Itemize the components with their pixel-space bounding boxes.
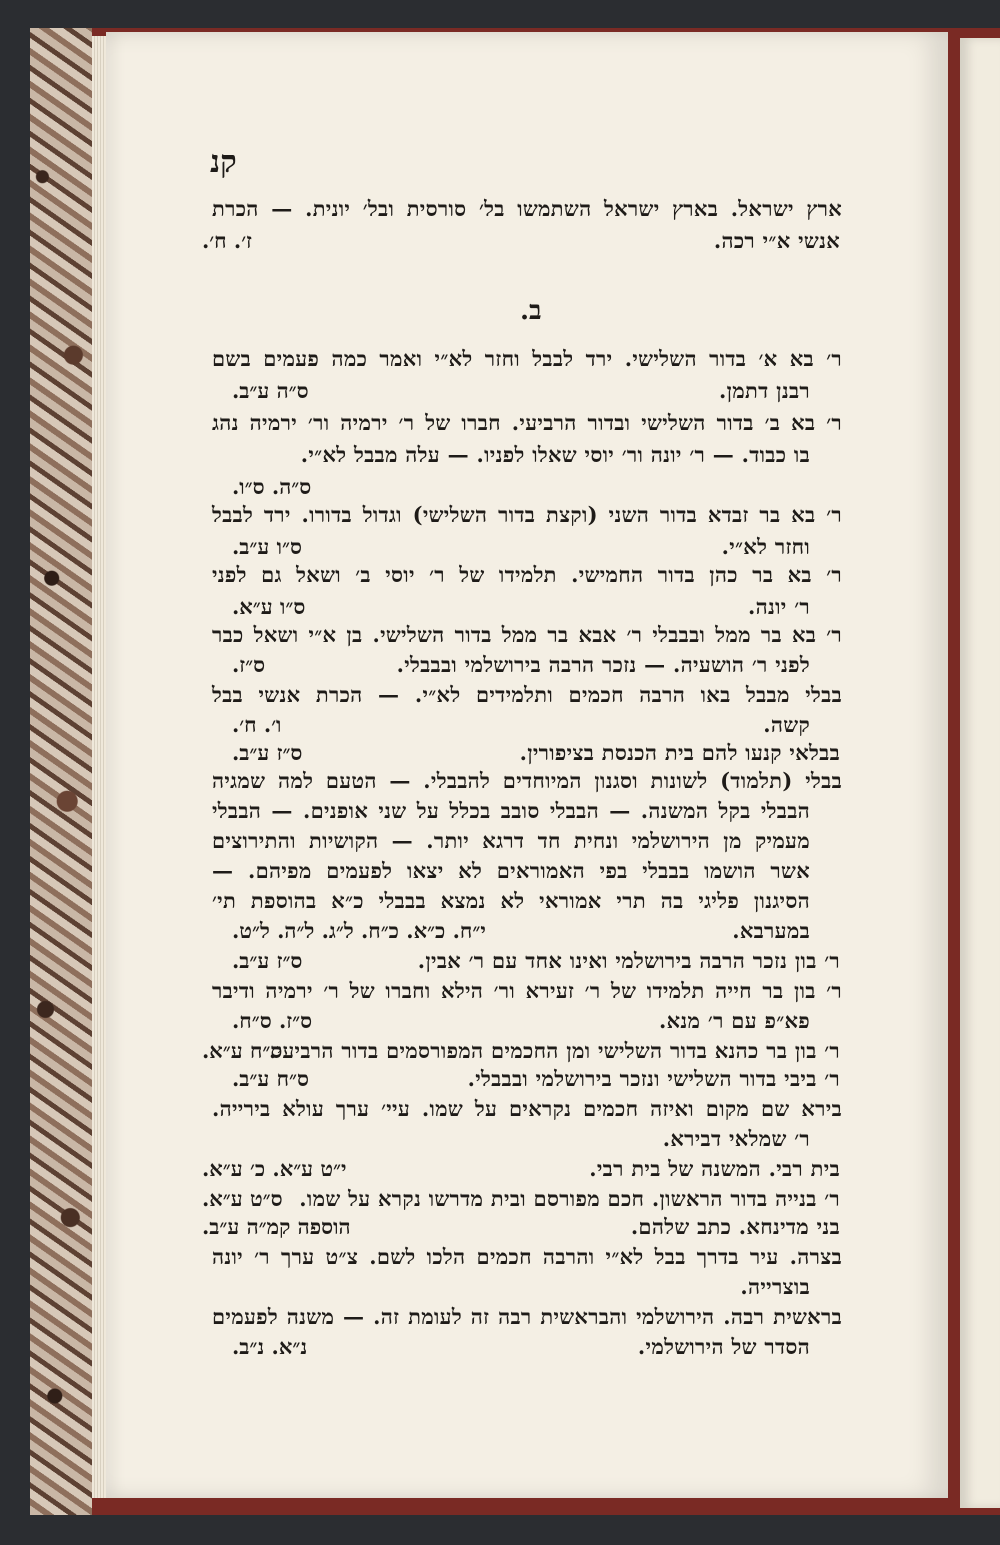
- index-line: פא״פ עם ר׳ מנא.: [659, 1008, 810, 1033]
- index-line: אנשי א״י רכה.: [713, 228, 840, 253]
- index-line: במערבא.: [732, 918, 810, 943]
- index-line: ארץ ישראל. בארץ ישראל השתמשו בל׳ סורסית ובל׳ יונית. — הכרת: [212, 196, 842, 221]
- index-reference: ס״ח ע״א.: [202, 1038, 283, 1063]
- index-reference: ו׳. ח׳.: [232, 712, 282, 737]
- index-reference: ז׳. ח׳.: [202, 228, 252, 253]
- index-line: הסדר של הירושלמי.: [637, 1334, 810, 1359]
- index-reference: י״ח. כ״א. כ״ח. ל״ג. ל״ה. ל״ט.: [232, 918, 486, 943]
- index-line: ר׳ בא א׳ בדור השלישי. ירד לבבל וחזר לא״י ואמר כמה פעמים בשם: [212, 346, 842, 371]
- index-line: ר׳ שמלאי דבירא.: [662, 1126, 810, 1151]
- index-line: ר׳ בון בר כהנא בדור השלישי ומן החכמים המפורסמים בדור הרביעי.: [268, 1038, 840, 1063]
- facing-page-edge: [960, 38, 1000, 1508]
- index-reference: הוספה קמ״ה ע״ב.: [202, 1214, 351, 1239]
- index-reference: ס״ט ע״א.: [202, 1186, 283, 1211]
- index-line: הסיגנון פליגי בה תרי אמוראי לא נמצא בבבלי כ״א בהוספת תי׳: [212, 888, 810, 913]
- index-line: ר׳ בון נזכר הרבה בירושלמי ואינו אחד עם ר׳ אבין.: [417, 948, 840, 973]
- index-reference: ס״ז ע״ב.: [232, 948, 303, 973]
- index-line: בבלי (תלמוד) לשונות וסגנון המיוחדים להבבלי. — הטעם למה שמגיה: [212, 768, 842, 793]
- index-reference: ס״ז.: [232, 652, 266, 677]
- index-reference: נ״א. נ״ב.: [232, 1334, 308, 1359]
- index-line: בירא שם מקום ואיזה חכמים נקראים על שמו. עיי׳ ערך עולא בירייה.: [212, 1096, 842, 1121]
- index-reference: ס״ח ע״ב.: [232, 1066, 309, 1091]
- index-reference: ס״ה. ס״ו.: [232, 474, 312, 499]
- index-line: בבלאי קנעו להם בית הכנסת בציפורין.: [519, 740, 840, 765]
- index-line: לפני ר׳ הושעיה. — נזכר הרבה בירושלמי ובבבלי.: [396, 652, 810, 677]
- index-line: וחזר לא״י.: [721, 534, 810, 559]
- index-line: ר׳ בא ב׳ בדור השלישי ובדור הרביעי. חברו של ר׳ ירמיה ור׳ ירמיה נהג: [212, 410, 842, 435]
- index-line: ר׳ יונה.: [748, 594, 810, 619]
- index-line: ר׳ בא בר זבדא בדור השני (וקצת בדור השלישי) וגדול בדורו. ירד לבבל: [212, 502, 842, 527]
- section-heading: ב.: [520, 296, 542, 326]
- marbled-spine: [30, 28, 92, 1515]
- index-reference: י״ט ע״א. כ׳ ע״א.: [202, 1156, 347, 1181]
- index-line: ר׳ בא בר ממל ובבבלי ר׳ אבא בר ממל בדור השלישי. בן א״י ושאל כבר: [212, 622, 842, 647]
- index-line: הבבלי בקל המשנה. — הבבלי סובב בכלל על שני אופנים. — הבבלי: [212, 798, 810, 823]
- index-line: בו כבוד. — ר׳ יונה ור׳ יוסי שאלו לפניו. — עלה מבבל לא״י.: [300, 442, 810, 467]
- index-line: בוצרייה.: [740, 1274, 810, 1299]
- index-line: בבלי מבבל באו הרבה חכמים ותלמידים לא״י. — הכרת אנשי בבל: [212, 682, 842, 707]
- page-number: קנ: [210, 144, 237, 180]
- index-line: אשר הושמו בבבלי בפי האמוראים לא יצאו לפעמים מפיהם. —: [212, 858, 810, 883]
- index-line: ר׳ בון בר חייה תלמידו של ר׳ זעירא ור׳ הילא וחברו של ר׳ ירמיה ודיבר: [212, 978, 842, 1003]
- index-line: ר׳ בא בר כהן בדור החמישי. תלמידו של ר׳ יוסי ב׳ ושאל גם לפני: [212, 562, 842, 587]
- index-line: ר׳ ביבי בדור השלישי ונזכר בירושלמי ובבבלי.: [467, 1066, 840, 1091]
- index-line: רבנן דתמן.: [719, 378, 810, 403]
- index-reference: ס״ו ע״א.: [232, 594, 306, 619]
- index-reference: ס״ה ע״ב.: [232, 378, 309, 403]
- page-edges: [92, 36, 106, 1498]
- index-reference: ס״ז. ס״ח.: [232, 1008, 313, 1033]
- index-reference: ס״ו ע״ב.: [232, 534, 302, 559]
- index-line: ר׳ בנייה בדור הראשון. חכם מפורסם ובית מדרשו נקרא על שמו.: [299, 1186, 840, 1211]
- index-line: בראשית רבה. הירושלמי והבראשית רבה זה לעומת זה. — משנה לפעמים: [212, 1304, 842, 1329]
- index-line: בני מדינחא. כתב שלהם.: [630, 1214, 840, 1239]
- index-line: קשה.: [763, 712, 810, 737]
- index-line: מעמיק מן הירושלמי ונחית חד דרגא יותר. — הקושיות והתירוצים: [212, 828, 810, 853]
- index-reference: ס״ז ע״ב.: [232, 740, 303, 765]
- index-line: בצרה. עיר בדרך בבל לא״י והרבה חכמים הלכו לשם. צ״ט ערך ר׳ יונה: [212, 1244, 842, 1269]
- index-line: בית רבי. המשנה של בית רבי.: [589, 1156, 840, 1181]
